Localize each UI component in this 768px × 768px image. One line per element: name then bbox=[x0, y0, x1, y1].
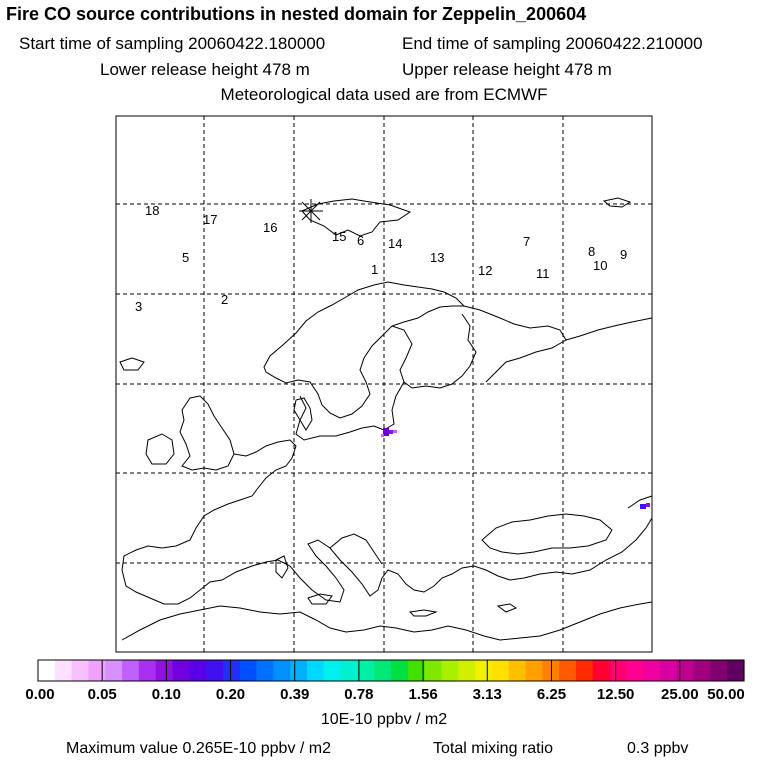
max-value-label: Maximum value 0.265E-10 ppbv / m2 bbox=[66, 740, 332, 757]
release-label: 2 bbox=[221, 292, 229, 307]
colorbar-swatch bbox=[105, 660, 122, 681]
colorbar-swatch bbox=[156, 660, 173, 681]
colorbar-swatch bbox=[223, 660, 240, 681]
plume-baltic bbox=[381, 428, 397, 437]
colorbar-swatch bbox=[273, 660, 290, 681]
crete-coast bbox=[410, 610, 436, 616]
colorbar-tick-label: 0.39 bbox=[280, 686, 310, 703]
colorbar-swatch bbox=[391, 660, 408, 681]
colorbar-swatch bbox=[257, 660, 274, 681]
colorbar-swatch bbox=[576, 660, 593, 681]
plume-cell bbox=[640, 504, 646, 509]
colorbar-tick-label: 0.20 bbox=[215, 686, 246, 703]
colorbar-swatch bbox=[593, 660, 610, 681]
coastlines bbox=[120, 198, 652, 640]
cyprus-coast bbox=[498, 604, 516, 612]
colorbar-tick-label: 3.13 bbox=[472, 686, 502, 703]
colorbar-swatch bbox=[727, 660, 744, 681]
total-mixing-label: Total mixing ratio bbox=[433, 740, 554, 757]
colorbar-swatch bbox=[425, 660, 442, 681]
iceland-coast bbox=[120, 358, 144, 370]
colorbar bbox=[38, 660, 745, 681]
colorbar-swatch bbox=[172, 660, 189, 681]
colorbar-swatch bbox=[643, 660, 660, 681]
release-label: 13 bbox=[430, 250, 445, 265]
total-mixing-value: 0.3 ppbv bbox=[627, 740, 689, 757]
colorbar-tick-label: 25.00 bbox=[661, 686, 699, 703]
release-label: 14 bbox=[388, 236, 403, 251]
colorbar-swatch bbox=[139, 660, 156, 681]
colorbar-tick-label: 0.05 bbox=[87, 686, 117, 703]
release-labels bbox=[135, 203, 627, 314]
colorbar-swatch bbox=[660, 660, 677, 681]
north-africa-coast bbox=[122, 602, 652, 640]
release-label: 1 bbox=[371, 262, 379, 277]
release-label: 17 bbox=[203, 212, 218, 227]
colorbar-swatch bbox=[374, 660, 391, 681]
receptor-star-icon bbox=[299, 199, 323, 223]
colorbar-swatch bbox=[341, 660, 358, 681]
colorbar-swatch bbox=[610, 660, 627, 681]
plume-caspian bbox=[640, 503, 650, 509]
colorbar-swatch bbox=[525, 660, 542, 681]
colorbar-tick-label: 1.56 bbox=[408, 686, 438, 703]
plume-cell bbox=[389, 430, 393, 434]
met-data-label: Meteorological data used are from ECMWF bbox=[220, 85, 548, 104]
release-label: 18 bbox=[145, 203, 160, 218]
colorbar-swatch bbox=[189, 660, 206, 681]
release-label: 15 bbox=[332, 229, 347, 244]
colorbar-swatch bbox=[88, 660, 105, 681]
lower-height-label: Lower release height 478 m bbox=[100, 60, 310, 79]
colorbar-swatch bbox=[559, 660, 576, 681]
upper-height-label: Upper release height 478 m bbox=[402, 60, 612, 79]
release-label: 6 bbox=[357, 233, 365, 248]
plume-cell bbox=[393, 430, 397, 433]
page-title: Fire CO source contributions in nested domain for Zeppelin_200604 bbox=[6, 4, 587, 24]
plume-cell bbox=[646, 503, 650, 507]
release-label: 9 bbox=[620, 247, 628, 262]
colorbar-swatch bbox=[357, 660, 374, 681]
colorbar-swatch bbox=[38, 660, 55, 681]
release-label: 8 bbox=[588, 244, 596, 259]
kola-coast bbox=[464, 306, 566, 382]
release-label: 10 bbox=[593, 258, 608, 273]
release-label: 3 bbox=[135, 299, 143, 314]
release-label: 12 bbox=[478, 263, 493, 278]
start-time-label: Start time of sampling 20060422.180000 bbox=[19, 34, 326, 53]
plume-cell bbox=[381, 434, 384, 437]
arctic-russia-coast bbox=[566, 318, 652, 340]
colorbar-swatch bbox=[492, 660, 509, 681]
colorbar-swatch bbox=[710, 660, 727, 681]
colorbar-tick-label: 6.25 bbox=[536, 686, 567, 703]
release-label: 7 bbox=[523, 234, 531, 249]
colorbar-swatch bbox=[626, 660, 643, 681]
colorbar-swatch bbox=[458, 660, 475, 681]
colorbar-swatch bbox=[206, 660, 223, 681]
colorbar-swatch bbox=[122, 660, 139, 681]
colorbar-tick-label: 0.10 bbox=[151, 686, 181, 703]
release-label: 16 bbox=[263, 220, 278, 235]
europe-coast bbox=[122, 440, 652, 604]
colorbar-unit-label: 10E-10 ppbv / m2 bbox=[320, 711, 448, 728]
black-sea-coast bbox=[482, 514, 612, 554]
ireland-coast bbox=[146, 434, 174, 464]
franz-josef-coast bbox=[604, 198, 630, 207]
sardinia-coast bbox=[276, 556, 288, 578]
colorbar-tick-label: 0.00 bbox=[25, 686, 55, 703]
uk-coast bbox=[180, 396, 234, 470]
colorbar-swatch bbox=[240, 660, 257, 681]
colorbar-swatch bbox=[509, 660, 526, 681]
colorbar-tick-label: 12.50 bbox=[596, 686, 635, 703]
colorbar-swatch bbox=[324, 660, 341, 681]
end-time-label: End time of sampling 20060422.210000 bbox=[402, 34, 703, 53]
release-label: 5 bbox=[182, 250, 190, 265]
adriatic-coast bbox=[330, 534, 382, 564]
colorbar-swatch bbox=[290, 660, 307, 681]
release-label: 11 bbox=[536, 266, 550, 281]
colorbar-tick-label: 50.00 bbox=[707, 686, 745, 703]
colorbar-swatch bbox=[72, 660, 89, 681]
colorbar-tick-label: 0.78 bbox=[344, 686, 374, 703]
colorbar-swatch bbox=[307, 660, 324, 681]
colorbar-swatch bbox=[441, 660, 458, 681]
colorbar-swatch bbox=[694, 660, 711, 681]
colorbar-swatch bbox=[55, 660, 72, 681]
colorbar-swatch bbox=[475, 660, 492, 681]
graticule bbox=[116, 116, 652, 652]
bothnia-coast bbox=[392, 314, 476, 388]
